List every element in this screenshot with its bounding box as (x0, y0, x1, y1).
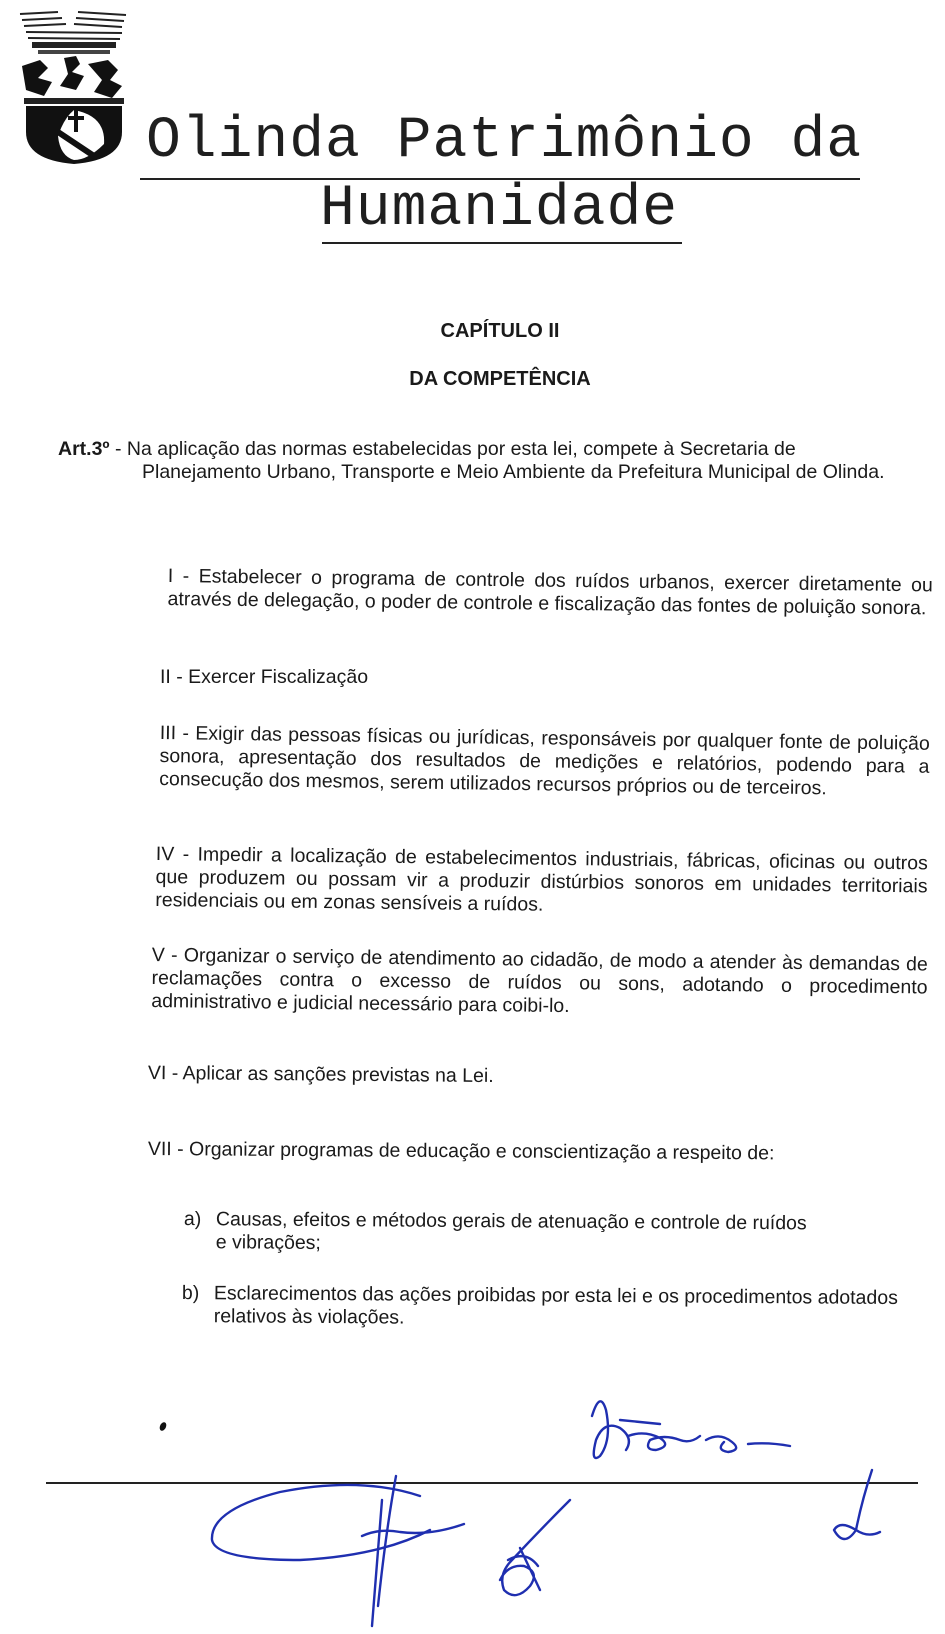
item-text: - Organizar o serviço de atendimento ao cidadão, de modo a atender às demandas de reclamações contra o excesso de ruídos ou sons, adotando o procedimento administrativo e judicial necessário para coibi-lo. (151, 944, 928, 1018)
item-ii (160, 666, 660, 689)
item-text: - Exercer Fiscalização (170, 666, 369, 688)
item-vii (148, 1138, 908, 1166)
item-text: - Aplicar as sanções previstas na Lei. (166, 1062, 494, 1088)
subitem-letter: a) (183, 1208, 202, 1231)
item-text: - Organizar programas de educação e conscientização a respeito de: (171, 1138, 775, 1165)
item-numeral: V (151, 944, 166, 967)
letterhead-title-line-1: Olinda Patrimônio da (146, 109, 863, 174)
chapter-name: DA COMPETÊNCIA (409, 368, 591, 390)
article-3 (58, 438, 938, 484)
item-text: - Exigir das pessoas físicas ou jurídicas, responsáveis por qualquer fonte de poluição sonora, apresentação dos resultados de medições e relatórios, podendo para a consecução dos mesmos, serem utilizados recursos próprios ou de terceiros. (159, 722, 930, 800)
article-first-line-text: - Na aplicação das normas estabelecidas por esta lei, compete à Secretaria de (109, 438, 796, 460)
item-iii (159, 722, 930, 802)
item-numeral: VI (147, 1062, 167, 1085)
subitem-a (184, 1208, 844, 1263)
article-continuation: Planejamento Urbano, Transporte e Meio Ambiente da Prefeitura Municipal de Olinda. (142, 461, 885, 483)
subitem-text: Causas, efeitos e métodos gerais de atenuação e controle de ruídos e vibrações; (215, 1208, 807, 1254)
item-numeral: II (160, 666, 171, 688)
article-first-line (58, 438, 938, 461)
subitem-b (182, 1282, 922, 1337)
item-iv (155, 843, 928, 921)
item-i (167, 565, 933, 620)
title-underline-2 (322, 242, 682, 244)
item-v (151, 944, 928, 1022)
subitem-text: Esclarecimentos das ações proibidas por esta lei e os procedimentos adotados relativos às violações. (213, 1282, 898, 1329)
item-numeral: VII (147, 1138, 172, 1161)
item-text: - Estabelecer o programa de controle dos ruídos urbanos, exercer diretamente ou através de delegação, o poder de controle e fiscalização das fontes de poluição sonora. (167, 565, 933, 620)
subitem-letter: b) (181, 1282, 200, 1305)
item-numeral: III (159, 722, 177, 745)
item-numeral: IV (155, 843, 175, 866)
letterhead-title-line-2: Humanidade (320, 177, 679, 242)
item-numeral: I (167, 565, 174, 588)
olinda-coat-of-arms-icon (18, 6, 130, 166)
chapter-number: CAPÍTULO II (440, 320, 560, 342)
article-label: Art.3º (58, 438, 110, 460)
item-text: - Impedir a localização de estabelecimentos industriais, fábricas, oficinas ou outros que produzem ou possam vir a produzir distúrbios sonoros em unidades territoriais residenciais ou em zonas sensíveis a ruídos. (155, 843, 928, 916)
item-vi (148, 1062, 648, 1089)
handwritten-signatures (0, 1380, 945, 1634)
